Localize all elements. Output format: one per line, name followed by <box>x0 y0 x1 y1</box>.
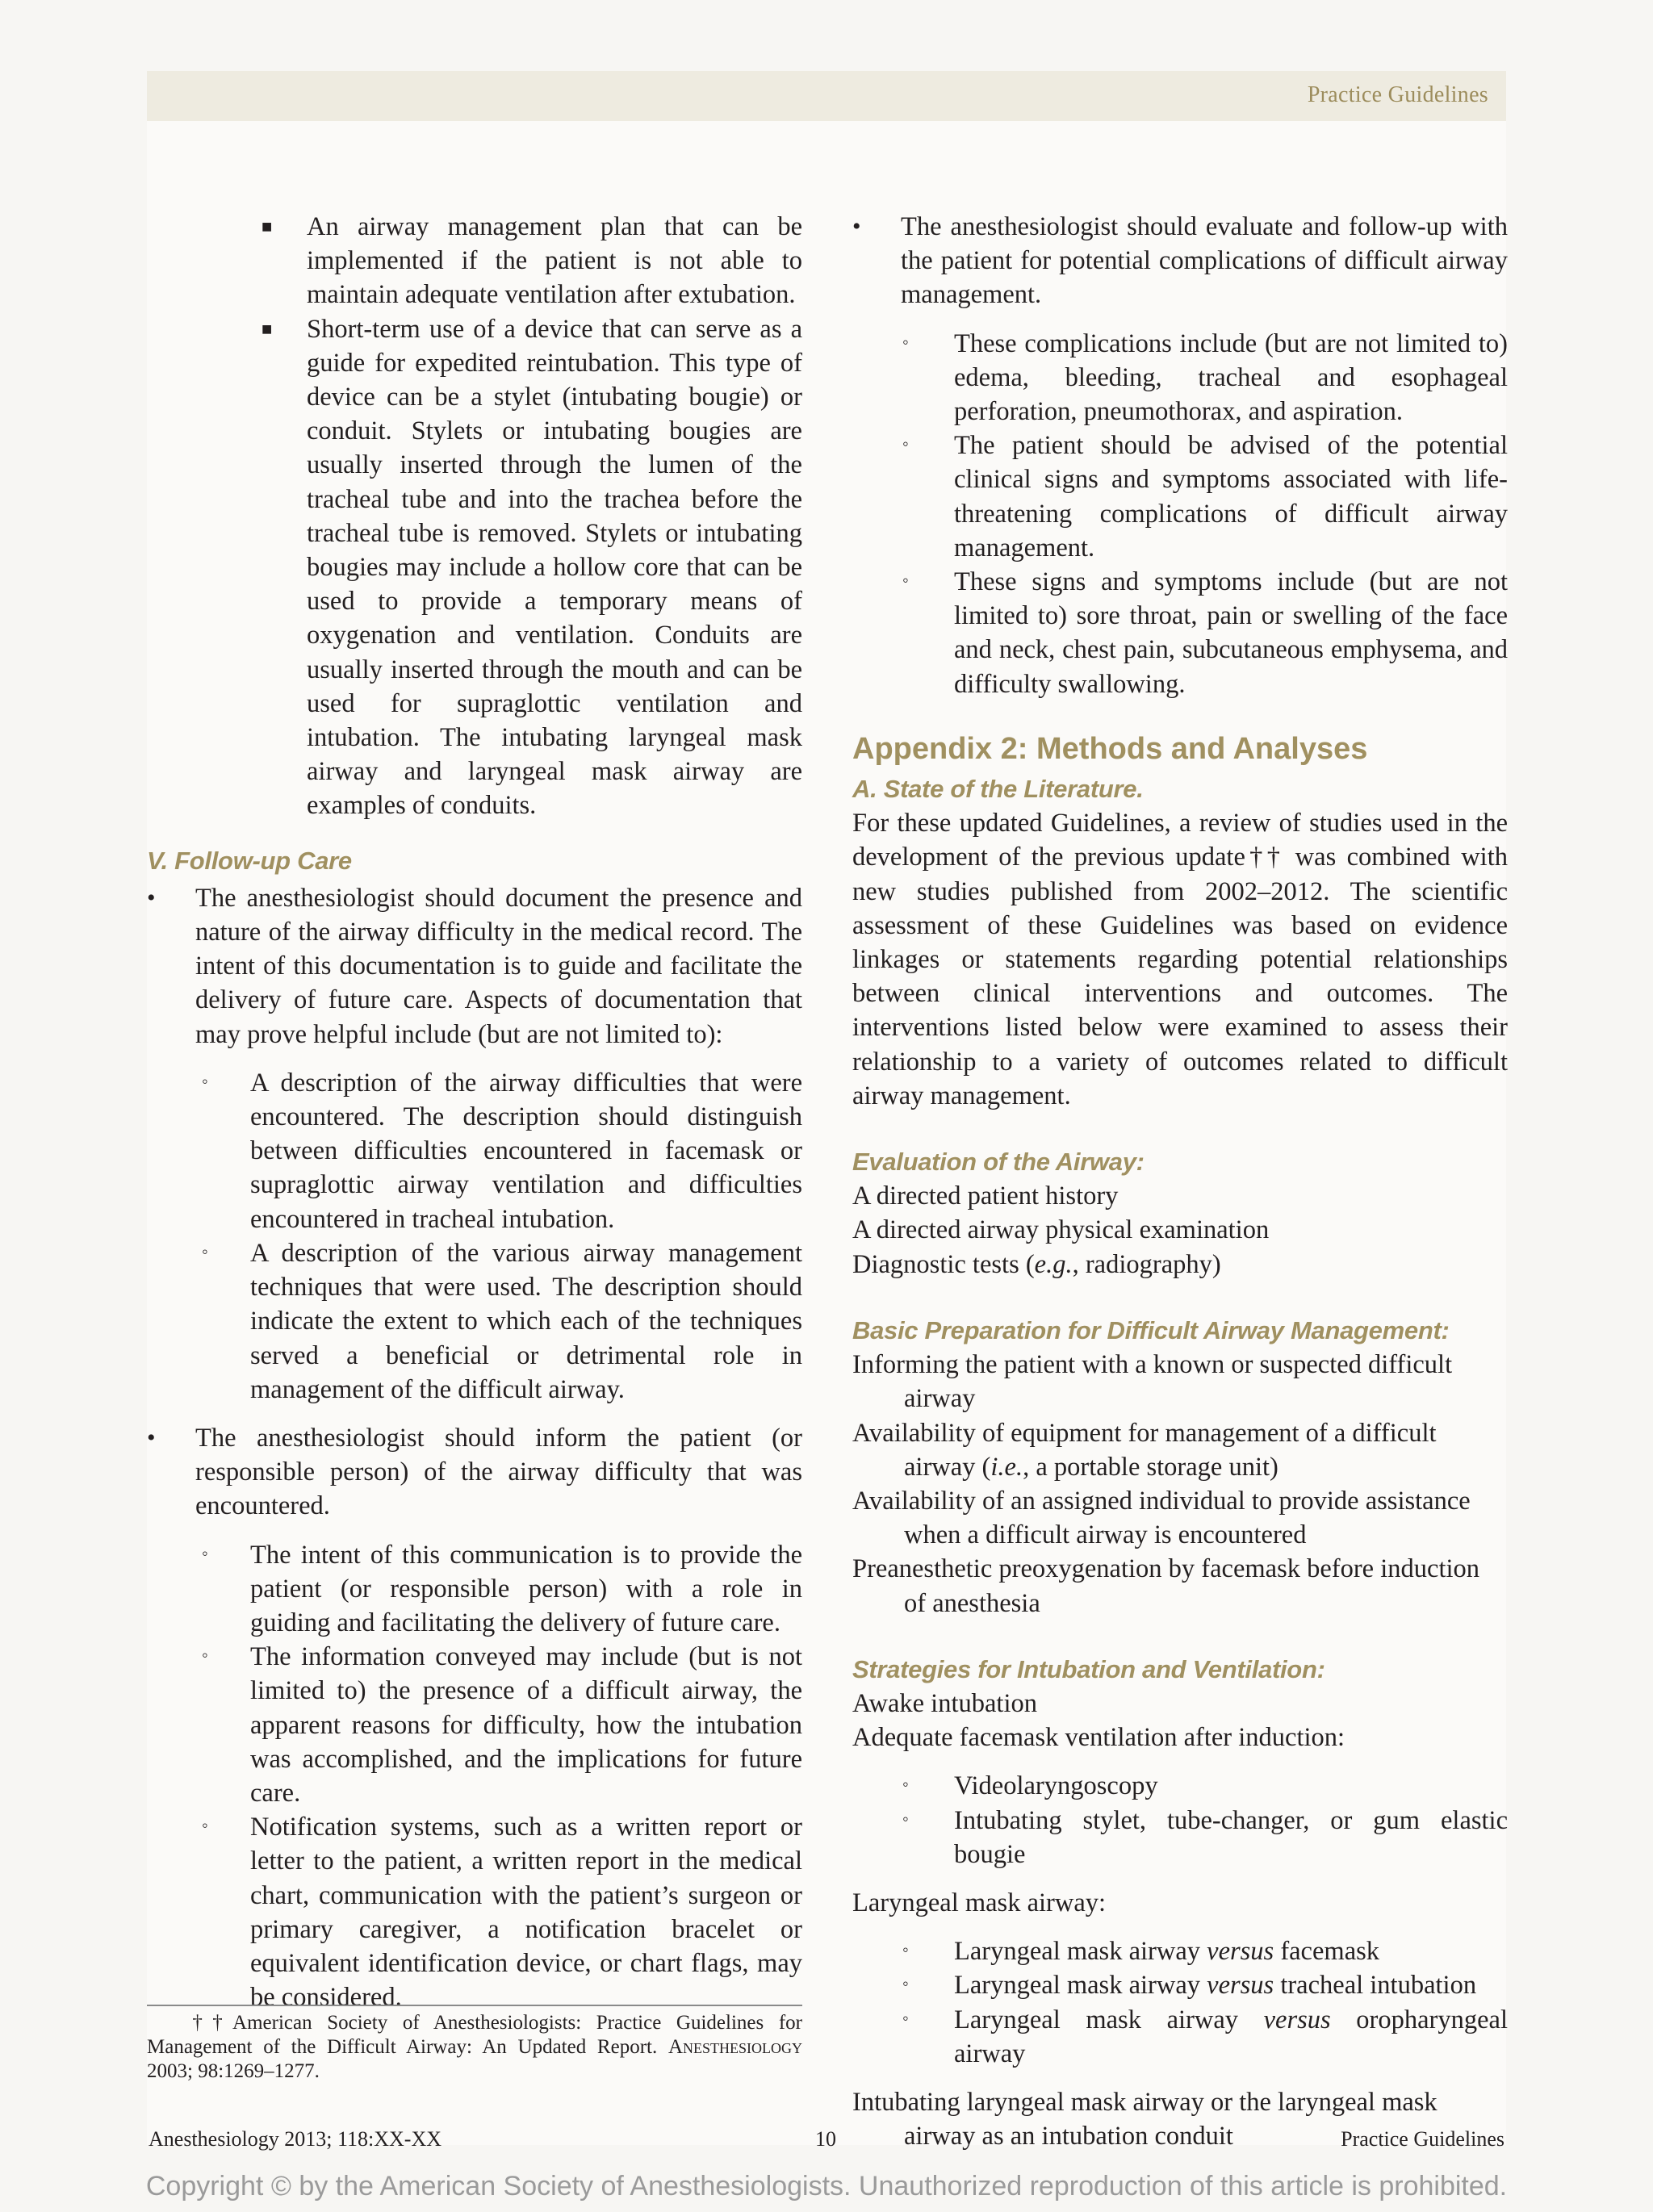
circle-bullet-icon: ◦ <box>902 1808 909 1829</box>
round-bullet-icon: • <box>147 884 156 911</box>
section-heading-follow-up-care: V. Follow-up Care <box>147 846 352 875</box>
list-item-text: The intent of this communication is to provide the patient (or responsible person) with a role in guiding and facilitating the delivery of future care. <box>250 1540 802 1637</box>
circle-bullet-icon: ◦ <box>202 1815 208 1836</box>
evaluation-item: A directed patient history <box>852 1181 1119 1211</box>
list-item <box>262 210 802 312</box>
basic-prep-item: Informing the patient with a known or suspected difficult airway <box>852 1350 1453 1414</box>
list-item-text: An airway management plan that can be implemented if the patient is not able to maintain adequate ventilation after extubation. <box>307 212 802 310</box>
footnote <box>147 2005 802 2084</box>
circle-bullet-icon: ◦ <box>902 2007 909 2028</box>
list-item-text: Intubating stylet, tube-changer, or gum elastic bougie <box>954 1805 1508 1869</box>
list-item <box>902 327 1508 429</box>
strategy-item: Awake intubation <box>852 1688 1037 1718</box>
strategy-item: Intubating laryngeal mask airway or the laryngeal mask airway as an intubation conduit <box>852 2087 1437 2151</box>
literature-paragraph: For these updated Guidelines, a review of studies used in the development of the previous update†† was combined with new studies published from 2002–2012. The scientific assessment of these Guidelines was based on evidence linkages or statements regarding potential relationships between clinical interventions and outcomes. The interventions listed below were examined to assess their relationship to a variety of outcomes related to difficult airway management. <box>852 809 1508 1110</box>
left-column <box>147 210 802 2014</box>
round-bullet-icon: • <box>852 213 861 240</box>
right-column <box>852 210 1508 2153</box>
appendix-heading: Appendix 2: Methods and Analyses <box>852 731 1368 766</box>
footnote-text: ††American Society of Anesthesiologists: Practice Guidelines for Management of the Difficult Airway: An Updated Report. <box>147 2012 802 2058</box>
square-bullet-icon: ■ <box>262 318 273 339</box>
footer-page-number: 10 <box>815 2127 836 2151</box>
circle-bullet-icon: ◦ <box>902 1939 909 1960</box>
footnote-journal: Anesthesiology <box>667 2036 802 2058</box>
list-item: ◦ Laryngeal mask airway versus facemask <box>954 1934 1508 1968</box>
list-item-text: The information conveyed may include (but is not limited to) the presence of a difficult airway, the apparent reasons for difficulty, how the intubation was accomplished, and the implications for future care. <box>250 1642 802 1808</box>
list-item <box>202 1810 802 2014</box>
list-item-text: Notification systems, such as a written report or letter to the patient, a written report in the medical chart, communication with the patient’s surgeon or primary caregiver, a notification bracelet or equivalent identification device, or chart flags, may be considered. <box>250 1813 802 2013</box>
running-header <box>147 71 1506 121</box>
list-item <box>902 565 1508 701</box>
header-running-title: Practice Guidelines <box>1307 82 1488 107</box>
list-item-text: A description of the various airway management techniques that were used. The description should indicate the extent to which each of the techniques served a beneficial or detrimental role in management of the difficult airway. <box>250 1238 802 1404</box>
basic-prep-item: Preanesthetic preoxygenation by facemask before induction of anesthesia <box>852 1554 1480 1618</box>
footer-journal-ref: Anesthesiology 2013; 118:XX-XX <box>149 2127 442 2151</box>
basic-prep-heading: Basic Preparation for Difficult Airway Management: <box>852 1315 1450 1344</box>
strategies-heading: Strategies for Intubation and Ventilation: <box>852 1654 1325 1683</box>
evaluation-heading: Evaluation of the Airway: <box>852 1148 1145 1177</box>
list-item-text: These signs and symptoms include (but are not limited to) sore throat, pain or swelling of the face and neck, chest pain, subcutaneous emphysema, and difficulty swallowing. <box>954 567 1508 699</box>
strategy-item: Adequate facemask ventilation after induction: <box>852 1723 1345 1753</box>
circle-bullet-icon: ◦ <box>902 433 909 454</box>
strategy-item: Laryngeal mask airway: <box>852 1888 1107 1917</box>
list-item <box>202 1538 802 1641</box>
list-item <box>262 312 802 823</box>
list-item <box>902 1804 1508 1871</box>
list-item-text: The anesthesiologist should evaluate and follow-up with the patient for potential complications of difficult airway management. <box>901 212 1508 310</box>
basic-prep-item: Availability of equipment for management of a difficult airway (i.e., a portable storage unit) <box>852 1418 1437 1482</box>
list-item <box>902 1769 1508 1803</box>
list-item-text: These complications include (but are not limited to) edema, bleeding, tracheal and esophageal perforation, pneumothorax, and aspiration. <box>954 328 1508 427</box>
evaluation-item: Diagnostic tests (e.g., radiography) <box>852 1249 1221 1279</box>
basic-prep-item: Availability of an assigned individual to provide assistance when a difficult airway is encountered <box>852 1486 1471 1550</box>
circle-bullet-icon: ◦ <box>202 1645 208 1666</box>
circle-bullet-icon: ◦ <box>202 1070 208 1091</box>
subsection-heading-literature: A. State of the Literature. <box>852 775 1144 804</box>
footnote-citation: 2003; 98:1269–1277. <box>147 2060 320 2082</box>
circle-bullet-icon: ◦ <box>902 331 909 352</box>
list-item-text: The patient should be advised of the potential clinical signs and symptoms associated with life-threatening complications of difficult airway management. <box>954 431 1508 562</box>
list-item <box>202 1640 802 1810</box>
list-item <box>202 1066 802 1236</box>
round-bullet-icon: • <box>147 1424 156 1451</box>
footer-running-title: Practice Guidelines <box>1341 2127 1504 2151</box>
list-item <box>852 210 1508 312</box>
list-item-text: The anesthesiologist should document the presence and nature of the airway difficulty in the medical record. The intent of this documentation is to guide and facilitate the delivery of future care. Aspects of documentation that may prove helpful include (but are not limited to): <box>195 883 802 1049</box>
list-item-text: Short-term use of a device that can serve as a guide for expedited reintubation. This type of device can be a stylet (intubating bougie) or conduit. Stylets or intubating bougies are usually inserted through the lumen of the tracheal tube and into the trachea before the tracheal tube is removed. Stylets or intubating bougies may include a hollow core that can be used to provide a temporary means of oxygenation and ventilation. Conduits are usually inserted through the mouth and can be used for supraglottic ventilation and intubation. The intubating laryngeal mask airway and laryngeal mask airway are examples of conduits. <box>307 314 802 821</box>
square-bullet-icon: ■ <box>262 216 273 236</box>
list-item-text: The anesthesiologist should inform the patient (or responsible person) of the airway difficulty that was encountered. <box>195 1423 802 1521</box>
list-item-text: A description of the airway difficulties that were encountered. The description should distinguish between difficulties encountered in facemask or supraglottic airway ventilation and difficulties encountered in tracheal intubation. <box>250 1068 802 1234</box>
circle-bullet-icon: ◦ <box>902 1774 909 1795</box>
circle-bullet-icon: ◦ <box>902 570 909 591</box>
list-item: ◦ Laryngeal mask airway versus tracheal intubation <box>954 1968 1508 2002</box>
circle-bullet-icon: ◦ <box>202 1240 208 1261</box>
copyright-notice: Copyright © by the American Society of Anesthesiologists. Unauthorized reproduction of this article is prohibited. <box>145 2171 1508 2202</box>
list-item <box>202 1236 802 1407</box>
list-item-text: Videolaryngoscopy <box>954 1771 1158 1801</box>
list-item: ◦ Laryngeal mask airway versus oropharyngeal airway <box>954 2003 1508 2071</box>
circle-bullet-icon: ◦ <box>902 1973 909 1994</box>
list-item <box>902 429 1508 565</box>
circle-bullet-icon: ◦ <box>202 1542 208 1563</box>
evaluation-item: A directed airway physical examination <box>852 1215 1270 1245</box>
list-item <box>147 1421 802 1524</box>
list-item <box>147 881 802 1052</box>
